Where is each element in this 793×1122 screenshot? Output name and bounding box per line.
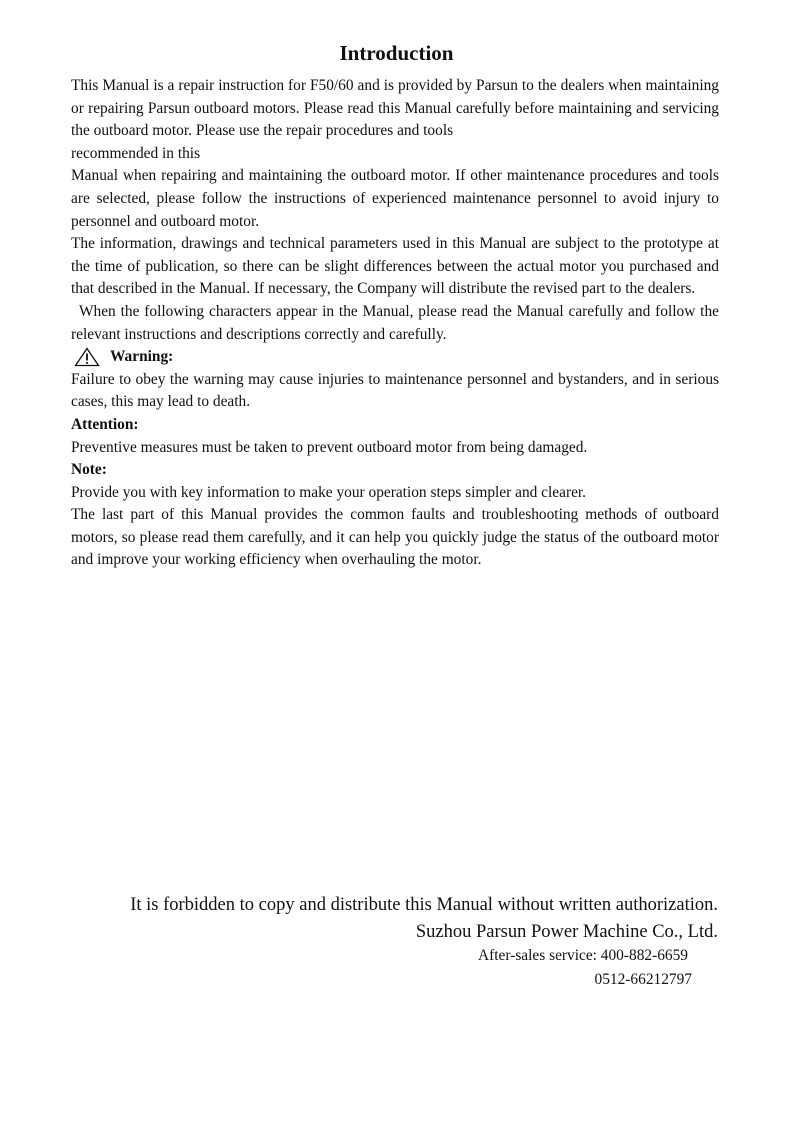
copyright-notice: It is forbidden to copy and distribute this Manual without written authorization.	[130, 895, 718, 915]
attention-text: Preventive measures must be taken to prevent outboard motor from being damaged.	[71, 438, 588, 456]
after-sales-service: After-sales service: 400-882-6659	[478, 947, 688, 964]
intro-paragraph-5: The last part of this Manual provides the common faults and troubleshooting methods of outboard motors, so please read them carefully, and it can help you quickly judge the status of the outboard motor and improve your working efficiency when overhauling the motor.	[71, 506, 719, 569]
intro-paragraph-3: The information, drawings and technical parameters used in this Manual are subject to the prototype at the time of publication, so there can be slight differences between the actual motor you purchased and that described in the Manual. If necessary, the Company will distribute the revised part to the dealers.	[71, 235, 719, 298]
intro-paragraph-2: Manual when repairing and maintaining the outboard motor. If other maintenance procedures and tools are selected, please follow the instructions of experienced maintenance personnel to avoid injury to personnel and outboard motor.	[71, 167, 719, 230]
warning-label: Warning:	[110, 348, 174, 366]
warning-text: Failure to obey the warning may cause injuries to maintenance personnel and bystanders, and in serious cases, this may lead to death.	[71, 370, 719, 411]
company-name: Suzhou Parsun Power Machine Co., Ltd.	[415, 922, 718, 942]
intro-paragraph-1: This Manual is a repair instruction for F50/60 and is provided by Parsun to the dealers when maintaining or repairing Parsun outboard motors. Please read this Manual carefully before maintaining and servicing the outboard motor. Please use the repair procedures and tools	[71, 77, 719, 140]
warning-heading	[71, 346, 719, 369]
note-text: Provide you with key information to make your operation steps simpler and clearer.	[71, 483, 587, 501]
intro-paragraph-4: When the following characters appear in the Manual, please read the Manual carefully and follow the relevant instructions and descriptions correctly and carefully.	[71, 302, 719, 343]
body-text	[71, 75, 719, 572]
intro-paragraph-1-tail: recommended in this	[71, 144, 201, 162]
note-label: Note:	[71, 461, 107, 479]
attention-label: Attention:	[71, 415, 139, 433]
warning-triangle-icon	[74, 347, 100, 367]
secondary-phone: 0512-66212797	[594, 971, 692, 988]
page-title: Introduction	[339, 41, 454, 65]
